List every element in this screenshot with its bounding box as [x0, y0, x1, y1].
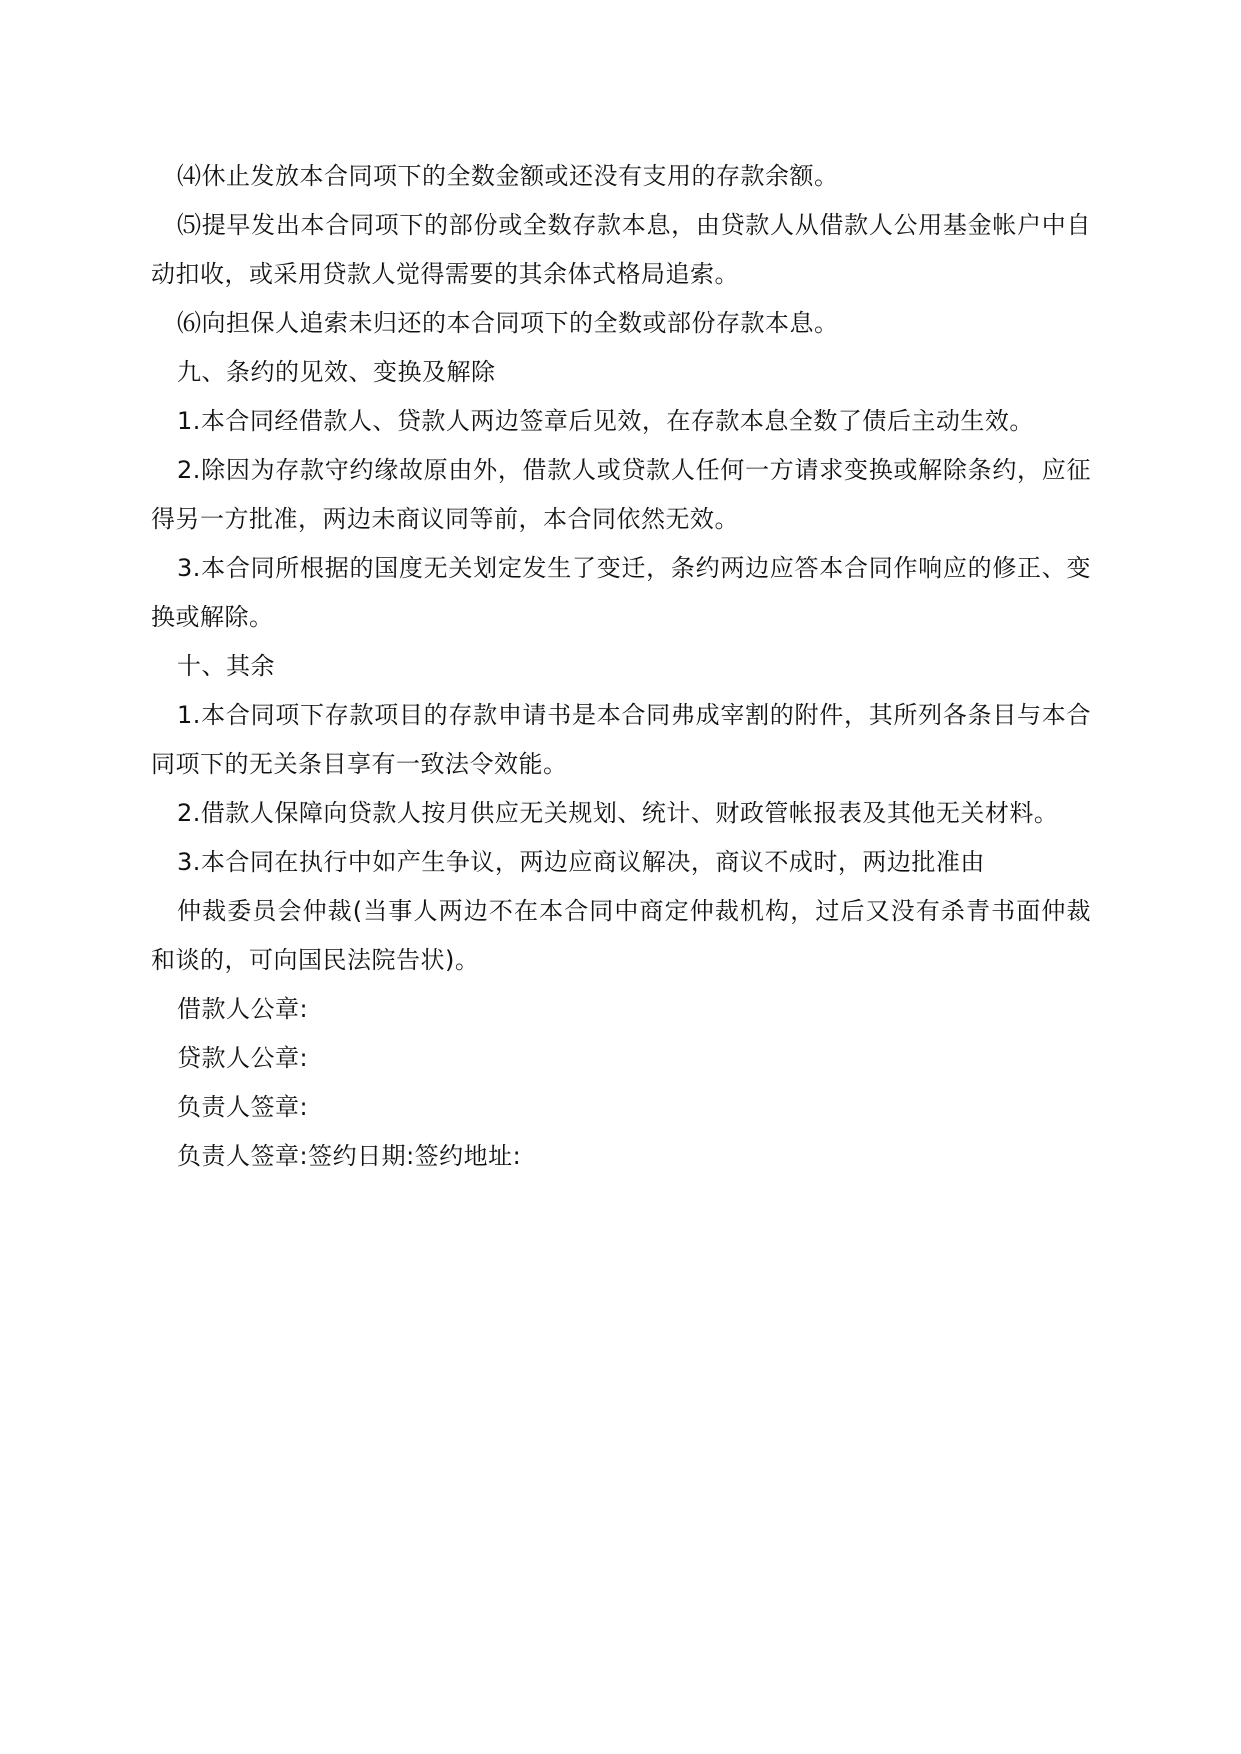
lender-seal-line: 贷款人公章:	[177, 1044, 309, 1072]
section-heading-10: 十、其余	[177, 652, 275, 680]
section-10-item-3: 3.本合同在执行中如产生争议，两边应商议解决，商议不成时，两边批准由	[177, 848, 985, 876]
responsible-signature-line: 负责人签章:	[177, 1093, 309, 1121]
section-9-item-3: 3.本合同所根据的国度无关划定发生了变迁，条约两边应答本合同作响应的修正、变换或解除。	[151, 554, 1091, 631]
section-10-item-1: 1.本合同项下存款项目的存款申请书是本合同弗成宰割的附件，其所列各条目与本合同项下的无关条目享有一致法令效能。	[151, 701, 1091, 778]
signature-date-location-line: 负责人签章:签约日期:签约地址:	[177, 1142, 522, 1170]
arbitration-clause: 仲裁委员会仲裁(当事人两边不在本合同中商定仲裁机构，过后又没有杀青书面仲裁和谈的，可向国民法院告状)。	[151, 897, 1091, 974]
clause-6: ⑹向担保人追索未归还的本合同项下的全数或部份存款本息。	[177, 309, 839, 337]
section-10-item-2: 2.借款人保障向贷款人按月供应无关规划、统计、财政管帐报表及其他无关材料。	[177, 799, 1059, 827]
section-heading-9: 九、条约的见效、变换及解除	[177, 358, 496, 386]
clause-4: ⑷休止发放本合同项下的全数金额或还没有支用的存款余额。	[177, 162, 839, 190]
clause-5: ⑸提早发出本合同项下的部份或全数存款本息，由贷款人从借款人公用基金帐户中自动扣收，或采用贷款人觉得需要的其余体式格局追索。	[151, 211, 1091, 288]
borrower-seal-line: 借款人公章:	[177, 995, 309, 1023]
document-body	[151, 152, 1091, 1181]
section-9-item-1: 1.本合同经借款人、贷款人两边签章后见效，在存款本息全数了债后主动生效。	[177, 407, 1034, 435]
section-9-item-2: 2.除因为存款守约缘故原由外，借款人或贷款人任何一方请求变换或解除条约，应征得另一方批准，两边未商议同等前，本合同依然无效。	[151, 456, 1091, 533]
